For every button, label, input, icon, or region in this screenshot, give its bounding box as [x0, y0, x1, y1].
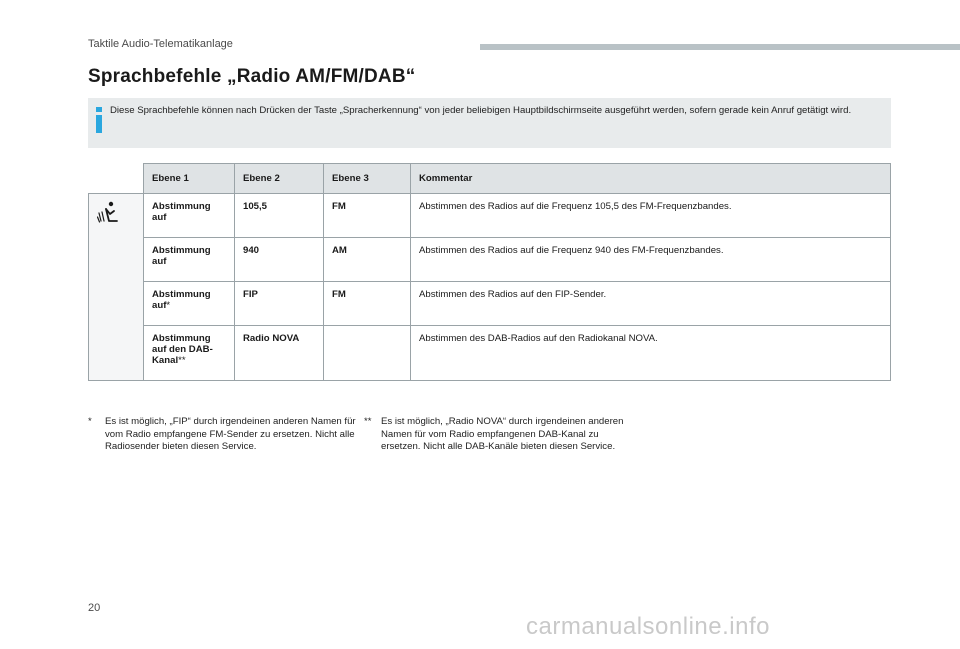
row1-level3: FM — [324, 194, 411, 238]
row4-level3 — [324, 326, 411, 381]
row3-footnote-mark: * — [166, 300, 171, 311]
voice-command-icon — [97, 201, 119, 225]
info-text: Diese Sprachbefehle können nach Drücken der Taste „Spracherkennung“ von jeder beliebigen Hauptbildschirmseite ausgeführt werden, sofern gerade kein Anruf getätigt wird. — [110, 105, 852, 116]
info-box — [88, 98, 891, 148]
row1-level2: 105,5 — [235, 194, 324, 238]
icon-cell — [89, 194, 144, 381]
row4-level1: Abstimmung auf den DAB-Kanal — [152, 333, 213, 366]
row3-level2: FIP — [235, 282, 324, 326]
footnote-2-text: Es ist möglich, „Radio NOVA“ durch irgendeinen anderen Namen für vom Radio empfangenen DAB-Kanal zu ersetzen. Nicht alle DAB-Kanäle bieten diesen Service. — [381, 416, 624, 452]
table-header-row — [89, 164, 891, 194]
row2-level1: Abstimmung auf — [144, 238, 235, 282]
header-level3: Ebene 3 — [324, 164, 411, 194]
page-number: 20 — [88, 602, 101, 614]
footnote-1-mark: * — [88, 416, 92, 427]
info-icon — [94, 107, 104, 133]
table-row — [89, 194, 891, 238]
header-level2: Ebene 2 — [235, 164, 324, 194]
table-row — [89, 326, 891, 381]
row3-level3: FM — [324, 282, 411, 326]
header-comment: Kommentar — [411, 164, 891, 194]
voice-command-table — [88, 163, 891, 381]
row4-level2: Radio NOVA — [235, 326, 324, 381]
page-title: Sprachbefehle „Radio AM/FM/DAB“ — [88, 66, 416, 87]
row2-comment: Abstimmen des Radios auf die Frequenz 940 des FM-Frequenzbandes. — [411, 238, 891, 282]
watermark: carmanualsonline.info — [526, 613, 770, 640]
row1-level1: Abstimmung auf — [144, 194, 235, 238]
row4-comment: Abstimmen des DAB-Radios auf den Radiokanal NOVA. — [411, 326, 891, 381]
footnote-2-mark: ** — [364, 416, 372, 427]
table-row — [89, 282, 891, 326]
section-label: Taktile Audio-Telematikanlage — [88, 38, 233, 50]
footnote-1-text: Es ist möglich, „FIP“ durch irgendeinen anderen Namen für vom Radio empfangene FM-Sender zu ersetzen. Nicht alle Radiosender bieten diesen Service. — [105, 416, 356, 452]
row2-level3: AM — [324, 238, 411, 282]
row2-level2: 940 — [235, 238, 324, 282]
table-row — [89, 238, 891, 282]
row4-footnote-mark: ** — [178, 355, 186, 366]
row4-level1-cell — [144, 326, 235, 381]
row3-comment: Abstimmen des Radios auf den FIP-Sender. — [411, 282, 891, 326]
row1-comment: Abstimmen des Radios auf die Frequenz 105,5 des FM-Frequenzbandes. — [411, 194, 891, 238]
row3-level1: Abstimmung auf — [152, 289, 211, 311]
header-bar — [480, 44, 960, 50]
row3-level1-cell — [144, 282, 235, 326]
header-blank — [89, 164, 144, 194]
header-level1: Ebene 1 — [144, 164, 235, 194]
